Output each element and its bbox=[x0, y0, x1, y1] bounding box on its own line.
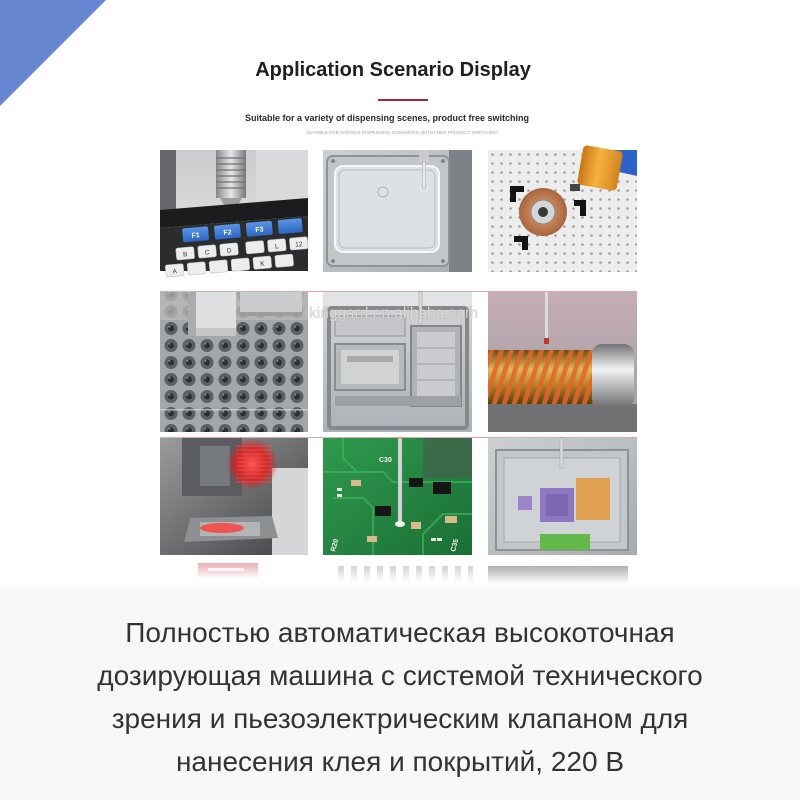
blurred-area bbox=[423, 438, 472, 478]
rotor-dispensing-illustration bbox=[488, 150, 637, 272]
pcb-dispensing-illustration bbox=[323, 438, 472, 555]
faded-strip bbox=[338, 566, 473, 582]
pad-tray-illustration bbox=[488, 438, 637, 555]
key-label: B bbox=[182, 251, 188, 259]
orange-pad bbox=[576, 478, 610, 520]
copper-coil bbox=[488, 350, 600, 404]
machine-panel bbox=[272, 468, 308, 555]
silver-cylinder bbox=[592, 344, 634, 408]
caption-line: дозирующая машина с системой технического bbox=[97, 660, 703, 691]
scenario-photo-laser bbox=[160, 438, 308, 555]
coil-illustration bbox=[488, 292, 637, 432]
caption-line: нанесения клея и покрытий, 220 В bbox=[175, 746, 625, 777]
grid-divider-line bbox=[160, 291, 637, 292]
key-label: F2 bbox=[223, 229, 232, 237]
scenario-photo-pad-tray bbox=[488, 438, 637, 555]
title-accent-rule bbox=[378, 99, 428, 101]
bronze-rotor bbox=[519, 188, 567, 236]
dispensing-needle bbox=[560, 438, 563, 468]
work-tray bbox=[184, 516, 278, 542]
key-label: K bbox=[259, 260, 265, 268]
machine-plate bbox=[256, 150, 308, 200]
key-label: C bbox=[204, 249, 210, 257]
fine-print: SUITABLE FOR VARIOUS DISPENSING SCENARIOS, WITH FREE PRODUCT SWITCHING bbox=[306, 130, 498, 136]
laser-positioning-illustration bbox=[160, 438, 308, 555]
faded-strip bbox=[198, 563, 258, 581]
caption-line: зрения и пьезоэлектрическим клапаном для bbox=[111, 703, 689, 734]
pcb-label: C35 bbox=[450, 538, 461, 553]
purple-pad-small bbox=[518, 496, 532, 510]
keyboard-dispensing-illustration bbox=[160, 150, 308, 276]
page-title: Application Scenario Display bbox=[255, 59, 531, 81]
keyboard-key bbox=[278, 218, 303, 234]
watermark: kinggard.en.alibaba.com bbox=[309, 305, 478, 322]
key-label: L bbox=[274, 243, 280, 251]
scenario-photo-coil bbox=[488, 292, 637, 432]
product-caption bbox=[0, 588, 800, 800]
scenario-photo-pcb bbox=[323, 438, 472, 555]
key-label: A bbox=[172, 268, 178, 276]
top-edge bbox=[323, 292, 472, 306]
disc-array-illustration bbox=[160, 292, 308, 432]
machine-side bbox=[449, 150, 472, 272]
base-plate bbox=[488, 404, 637, 432]
corner-triangle bbox=[0, 0, 106, 106]
scenario-photo-disc-array bbox=[160, 292, 308, 432]
faded-strip bbox=[488, 566, 628, 584]
key-label: 12 bbox=[294, 241, 303, 249]
scenario-photo-keyboard bbox=[160, 150, 308, 276]
metal-tray-illustration bbox=[323, 150, 472, 272]
pcb-label: C30 bbox=[379, 457, 392, 464]
scenario-photo-metal-tray bbox=[323, 150, 472, 272]
grid-divider-line bbox=[160, 437, 637, 438]
pcb-label: R20 bbox=[330, 538, 341, 553]
page-subtitle: Suitable for a variety of dispensing scenes, product free switching bbox=[244, 113, 530, 123]
purple-pad-large bbox=[540, 488, 574, 522]
scenario-photo-perforated-board bbox=[488, 150, 637, 272]
green-label bbox=[540, 534, 590, 550]
machine-side-panel bbox=[160, 150, 176, 214]
key-label: F3 bbox=[255, 226, 264, 235]
caption-line: Полностью автоматическая высокоточная bbox=[125, 617, 675, 648]
reflection-line bbox=[160, 409, 308, 411]
key-label: F1 bbox=[191, 232, 201, 240]
key-label: D bbox=[226, 247, 232, 255]
